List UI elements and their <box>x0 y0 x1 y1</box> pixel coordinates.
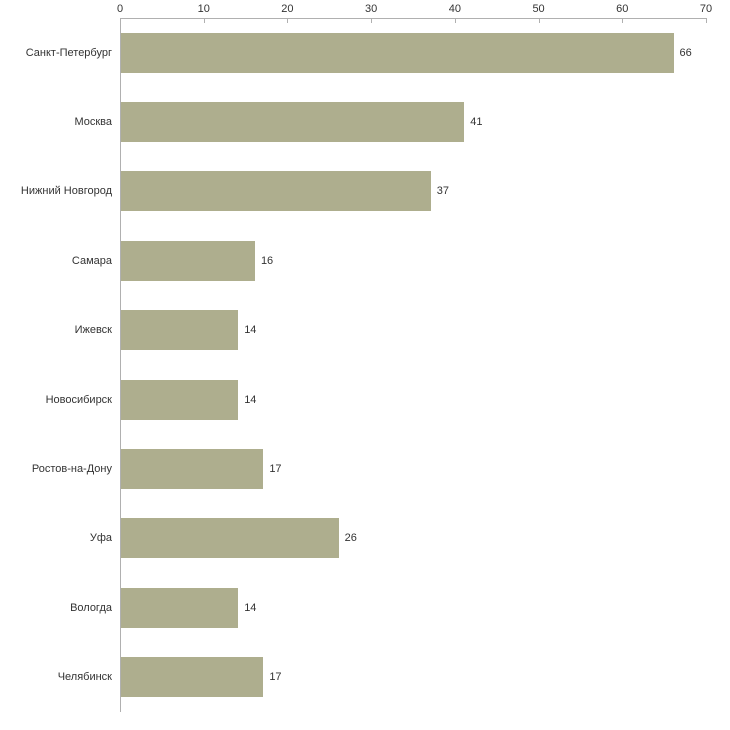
bar-value-label: 17 <box>269 671 282 684</box>
bar-value-label: 16 <box>260 254 274 267</box>
bar-value-label: 14 <box>244 324 257 337</box>
category-label: Москва <box>74 116 112 129</box>
bar-value-label: 66 <box>679 46 692 59</box>
bar <box>121 310 238 350</box>
category-label: Санкт-Петербург <box>25 46 112 59</box>
bar-value-label: 37 <box>436 185 449 198</box>
bar-row <box>71 226 706 295</box>
x-tick-label: 20 <box>281 3 294 15</box>
category-label: Нижний Новгород <box>20 185 112 198</box>
bar-row <box>74 296 706 365</box>
x-tick-label: 50 <box>532 3 545 15</box>
bar-row <box>57 643 706 712</box>
bar-value-label: 17 <box>269 463 282 476</box>
x-tick-label: 0 <box>116 3 124 15</box>
x-tick-label: 30 <box>365 3 378 15</box>
bar-row <box>74 87 706 156</box>
x-tick-label: 40 <box>448 3 461 15</box>
bar <box>121 241 255 281</box>
bar <box>121 449 263 489</box>
category-label: Ижевск <box>74 324 112 337</box>
bar <box>121 588 238 628</box>
x-tick-label: 10 <box>197 3 210 15</box>
x-tick-label: 70 <box>699 3 713 15</box>
bar-value-label: 41 <box>470 116 483 129</box>
bar <box>121 33 674 73</box>
bar <box>121 171 431 211</box>
category-label: Уфа <box>89 532 112 545</box>
bar-row <box>31 434 706 503</box>
category-label: Челябинск <box>57 671 112 684</box>
bar-row <box>70 573 706 642</box>
bar-row <box>25 18 706 87</box>
bar-value-label: 14 <box>244 601 257 614</box>
x-tick-mark <box>706 18 707 23</box>
bar <box>121 380 238 420</box>
bar-row <box>20 157 706 226</box>
bar-row <box>45 365 706 434</box>
category-label: Самара <box>71 254 112 267</box>
bar <box>121 657 263 697</box>
bar-value-label: 26 <box>344 532 357 545</box>
plot-area <box>20 18 706 712</box>
category-label: Ростов-на-Дону <box>31 463 112 476</box>
bar-row <box>89 504 706 573</box>
bar <box>121 102 464 142</box>
bar <box>121 518 339 558</box>
bar-value-label: 14 <box>244 393 257 406</box>
x-tick-label: 60 <box>616 3 629 15</box>
category-label: Вологда <box>70 601 112 614</box>
category-label: Новосибирск <box>45 393 112 406</box>
